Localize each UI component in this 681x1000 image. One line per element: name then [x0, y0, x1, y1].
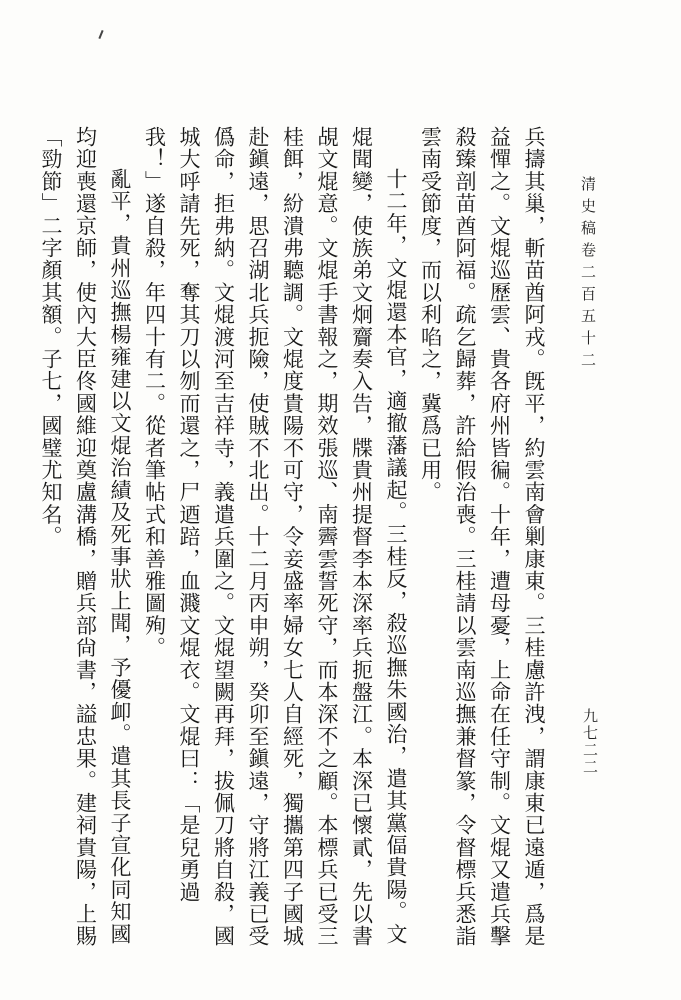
paragraph-3 [34, 126, 138, 956]
page-number: 九七二二 [581, 708, 599, 776]
paragraph-2-text: 十二年，文焜還本官，適撤藩議起。三桂反，殺巡撫朱國治，遣其黨偪貴陽。文焜聞變，使族弟文炯齎奏入告，牒貴州提督李本深率兵扼盤江。本深已懷貳，先以書覘文焜意。文焜手書報之，期效張巡、南霽雲誓死守，而本深不之顧。本標兵已受三桂餌，紛潰弗聽調。文焜度貴陽不可守，令妾盛率婦女七人自經死，獨攜第四子國城赴鎭遠，思召湖北兵扼險，使賊不北出。十二月丙申朔，癸卯至鎭遠，守將江義已受僞命，拒弗納。文焜渡河至吉祥寺，義遣兵圍之。文焜望闕再拜，拔佩刀將自殺，國城大呼請先死，奪其刀以刎而還之，尸迺踣，血濺文焜衣。文焜曰：「是兒勇過我！」遂自殺，年四十有二。從者筆帖式和善雅圖殉。 [142, 126, 408, 948]
stray-ink-mark [98, 30, 103, 39]
paragraph-1 [413, 126, 551, 956]
body-text [34, 126, 552, 956]
paragraph-2 [137, 126, 413, 956]
paragraph-1-text: 兵擣其巢，斬苗酋阿戎。旣平，約雲南會剿康東。三桂慮許洩，謂康東已遠遁，爲是益憚之。文焜巡歷雲、貴各府州皆徧。十年，遭母憂，上命在任守制。文焜又遣兵擊殺臻剖苗酋阿福。疏乞歸葬，許給假治喪。三桂請以雲南巡撫兼督篆，令督標兵悉詣雲南受節度，而以利啗之，冀爲已用。 [418, 126, 546, 948]
running-head: 清史稿卷二百五十二 [579, 176, 597, 374]
paragraph-3-text: 亂平，貴州巡撫楊雍建以文焜治績及死事狀上聞，予優卹。遣其長子宣化同知國均迎喪還京師，使內大臣佟國維迎奠盧溝橋，贈兵部尙書，謚忠果。建祠貴陽，上賜「勁節」二字顏其額。子七，國璧尤知名。 [39, 126, 132, 948]
